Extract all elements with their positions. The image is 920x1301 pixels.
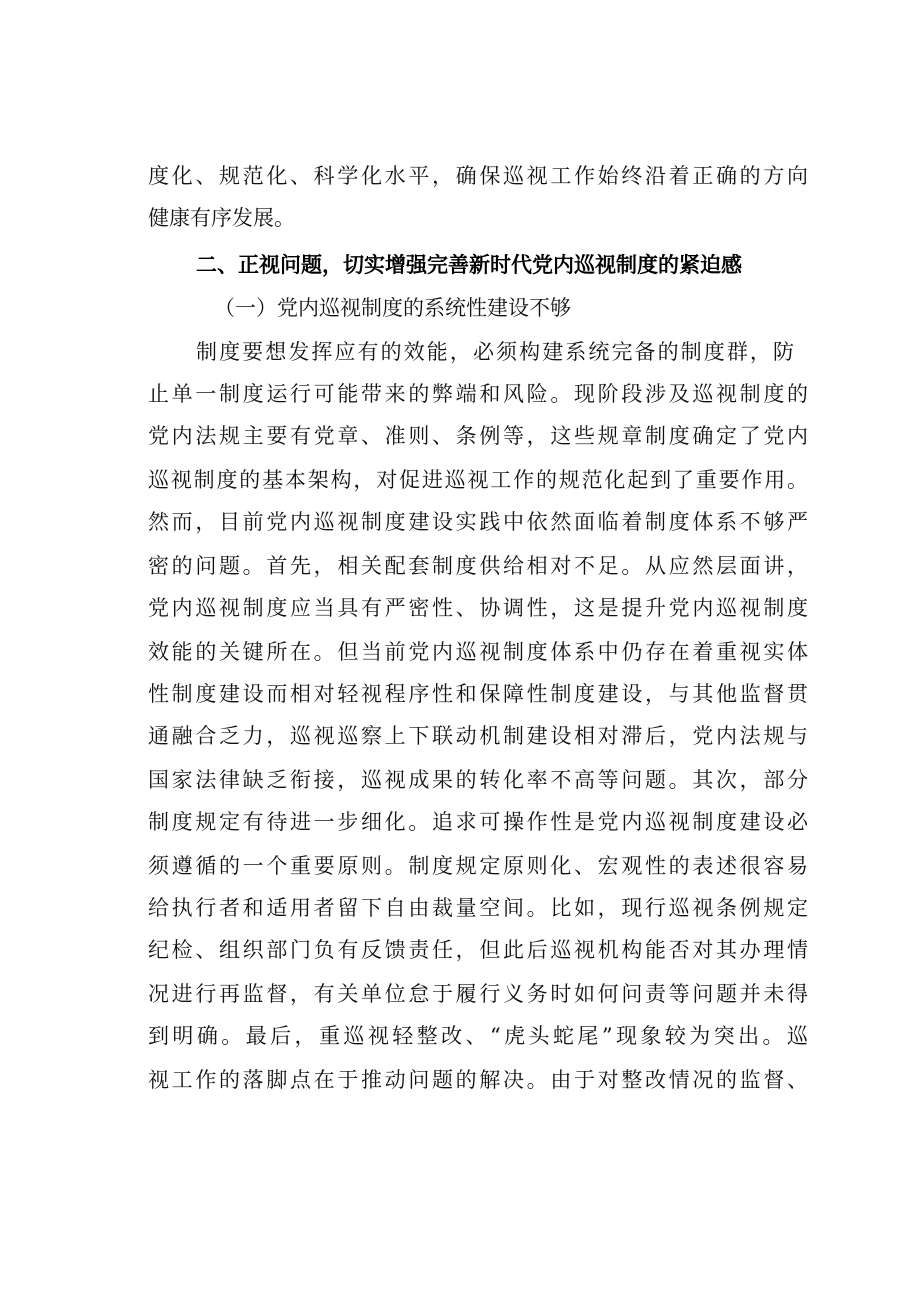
section-heading: 二、正视问题，切实增强完善新时代党内巡视制度的紧迫感 xyxy=(196,253,742,277)
body-line: 党内法规主要有党章、准则、条例等，这些规章制度确定了党内 xyxy=(148,424,808,448)
body-line: 制度规定有待进一步细化。追求可操作性是党内巡视制度建设必 xyxy=(148,810,808,834)
body-line: 性制度建设而相对轻视程序性和保障性制度建设，与其他监督贯 xyxy=(148,682,808,706)
intro-line-2: 健康有序发展。 xyxy=(148,206,295,230)
body-line: 效能的关键所在。但当前党内巡视制度体系中仍存在着重视实体 xyxy=(148,640,808,664)
body-line: 止单一制度运行可能带来的弊端和风险。现阶段涉及巡视制度的 xyxy=(148,382,808,406)
intro-line-1: 度化、规范化、科学化水平，确保巡视工作始终沿着正确的方向 xyxy=(148,164,808,188)
body-line: 到明确。最后，重巡视轻整改、“虎头蛇尾”现象较为突出。巡 xyxy=(148,1024,808,1048)
body-line: 制度要想发挥应有的效能，必须构建系统完备的制度群，防 xyxy=(196,340,794,364)
body-line: 然而，目前党内巡视制度建设实践中依然面临着制度体系不够严 xyxy=(148,510,808,534)
body-line: 国家法律缺乏衔接，巡视成果的转化率不高等问题。其次，部分 xyxy=(148,768,808,792)
body-line: 密的问题。首先，相关配套制度供给相对不足。从应然层面讲， xyxy=(148,554,808,578)
body-line: 给执行者和适用者留下自由裁量空间。比如，现行巡视条例规定 xyxy=(148,896,808,920)
body-line: 须遵循的一个重要原则。制度规定原则化、宏观性的表述很容易 xyxy=(148,854,808,878)
body-line: 党内巡视制度应当具有严密性、协调性，这是提升党内巡视制度 xyxy=(148,596,808,620)
body-line: 况进行再监督，有关单位怠于履行义务时如何问责等问题并未得 xyxy=(148,982,808,1006)
body-line: 巡视制度的基本架构，对促进巡视工作的规范化起到了重要作用。 xyxy=(148,468,808,492)
body-line: 通融合乏力，巡视巡察上下联动机制建设相对滞后，党内法规与 xyxy=(148,724,808,748)
subsection-heading: （一）党内巡视制度的系统性建设不够 xyxy=(214,296,571,320)
body-line: 视工作的落脚点在于推动问题的解决。由于对整改情况的监督、 xyxy=(148,1068,808,1092)
body-line: 纪检、组织部门负有反馈责任，但此后巡视机构能否对其办理情 xyxy=(148,938,808,962)
